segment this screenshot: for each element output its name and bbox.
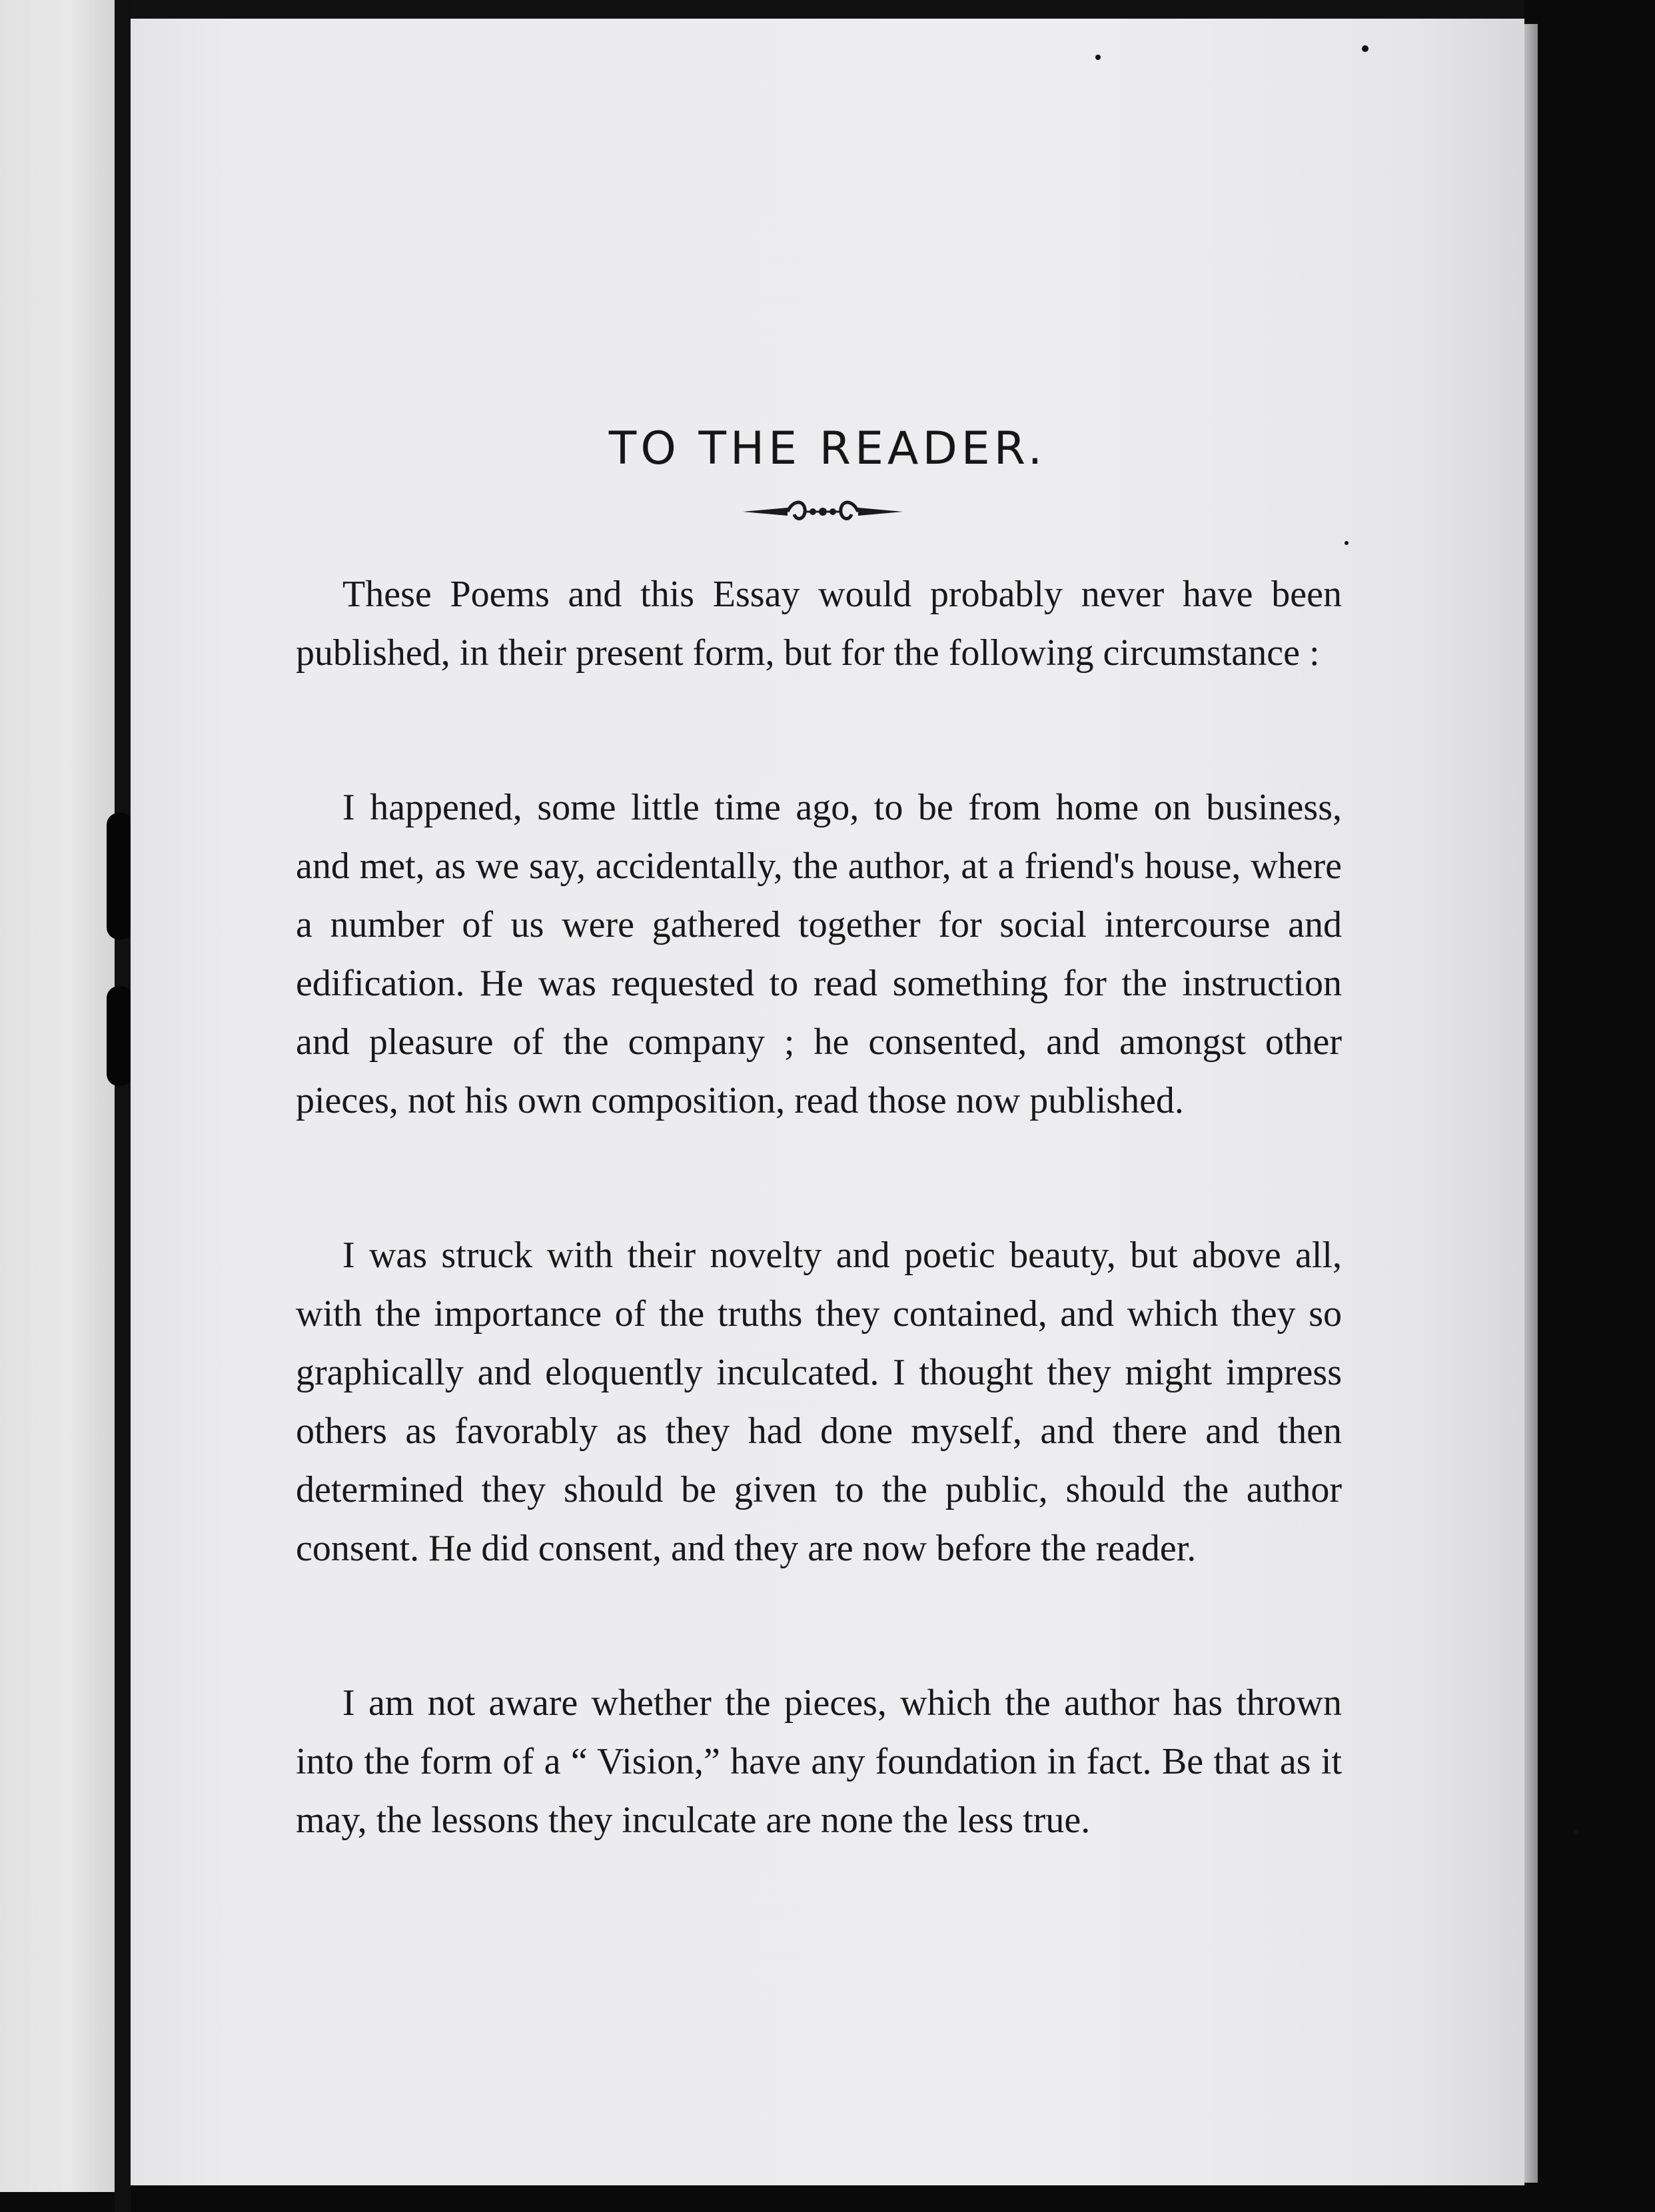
scan-speck bbox=[1574, 1830, 1579, 1835]
scan-speck bbox=[1345, 541, 1349, 545]
paragraph bbox=[296, 1226, 1342, 1578]
scan-speck bbox=[1095, 55, 1101, 60]
page-title: TO THE READER. bbox=[608, 422, 1047, 475]
page-right-edge-shadow bbox=[1524, 24, 1538, 2183]
paragraph bbox=[296, 778, 1342, 1130]
paragraph bbox=[296, 1674, 1342, 1850]
scan-speck bbox=[1362, 45, 1369, 52]
paragraph-text: I was struck with their novelty and poetic beauty, but above all, with the importance of the truths they contained, and which they so graphically and eloquently inculcated. I thought they might impress others as favorably as they had done myself, and there and then determined they should be given to the public, should the author consent. He did consent, and they are now before the reader. bbox=[296, 1235, 1342, 1569]
paragraph-text: These Poems and this Essay would probably never have been published, in their present form, but for the following circumstance : bbox=[296, 574, 1342, 674]
fleuron-ornament-icon bbox=[740, 493, 906, 530]
top-scan-border bbox=[131, 0, 1524, 19]
paragraph bbox=[296, 565, 1342, 682]
paragraph-text: I am not aware whether the pieces, which the author has thrown into the form of a “ Vision,” have any foundation in fact. Be that as it may, the lessons they inculcate are none the less true. bbox=[296, 1682, 1342, 1841]
page-binding-gutter bbox=[115, 0, 131, 2212]
previous-page-edge bbox=[0, 0, 115, 2192]
binding-mark bbox=[107, 813, 133, 939]
binding-mark bbox=[107, 986, 133, 1086]
paragraph-text: I happened, some little time ago, to be from home on business, and met, as we say, accidentally, the author, at a friend's house, where a number of us were gathered together for social intercourse and edification. He was requested to read something for the instruction and pleasure of the company ; he consented, and amongst other pieces, not his own composition, read those now published. bbox=[296, 787, 1342, 1121]
